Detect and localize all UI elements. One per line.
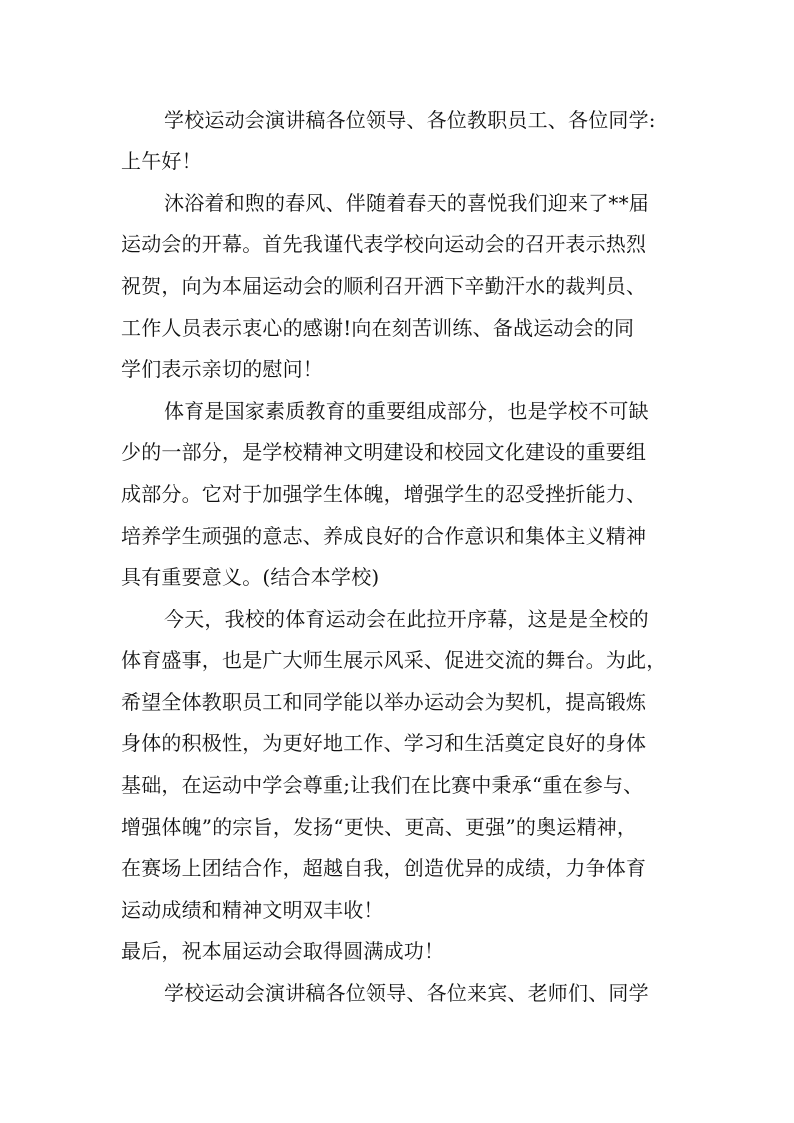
- text-line-6: 工作人员表示衷心的感谢!向在刻苦训练、备战运动会的同: [121, 316, 635, 340]
- text-line-3: 沐浴着和煦的春风、伴随着春天的喜悦我们迎来了**届: [164, 191, 649, 215]
- text-line-15: 希望全体教职员工和同学能以举办运动会为契机，提高锻炼: [121, 690, 647, 714]
- text-line-2: 上午好！: [121, 149, 202, 173]
- text-line-16: 身体的积极性，为更好地工作、学习和生活奠定良好的身体: [121, 731, 647, 755]
- text-line-12: 具有重要意义。(结合本学校): [121, 565, 380, 589]
- text-line-7: 学们表示亲切的慰问！: [121, 357, 323, 381]
- text-line-22: 学校运动会演讲稿各位领导、各位来宾、老师们、同学: [164, 981, 649, 1005]
- text-line-20: 运动成绩和精神文明双丰收！: [121, 898, 384, 922]
- text-line-21: 最后，祝本届运动会取得圆满成功！: [121, 939, 445, 963]
- text-line-19: 在赛场上团结合作，超越自我，创造优异的成绩，力争体育: [121, 856, 647, 880]
- text-line-10: 成部分。它对于加强学生体魄，增强学生的忍受挫折能力、: [121, 482, 647, 506]
- text-line-4: 运动会的开幕。首先我谨代表学校向运动会的召开表示热烈: [121, 232, 647, 256]
- text-line-1: 学校运动会演讲稿各位领导、各位教职员工、各位同学:: [164, 108, 656, 132]
- text-line-17: 基础，在运动中学会尊重;让我们在比赛中秉承“重在参与、: [121, 773, 644, 797]
- text-line-8: 体育是国家素质教育的重要组成部分，也是学校不可缺: [164, 399, 649, 423]
- text-line-11: 培养学生顽强的意志、养成良好的合作意识和集体主义精神: [121, 524, 647, 548]
- text-line-18: 增强体魄”的宗旨，发扬“更快、更高、更强”的奥运精神，: [121, 815, 638, 839]
- text-line-9: 少的一部分，是学校精神文明建设和校园文化建设的重要组: [121, 440, 647, 464]
- text-line-13: 今天，我校的体育运动会在此拉开序幕，这是是全校的: [164, 607, 649, 631]
- text-line-5: 祝贺，向为本届运动会的顺利召开洒下辛勤汗水的裁判员、: [121, 274, 647, 298]
- text-line-14: 体育盛事，也是广大师生展示风采、促进交流的舞台。为此，: [121, 648, 667, 672]
